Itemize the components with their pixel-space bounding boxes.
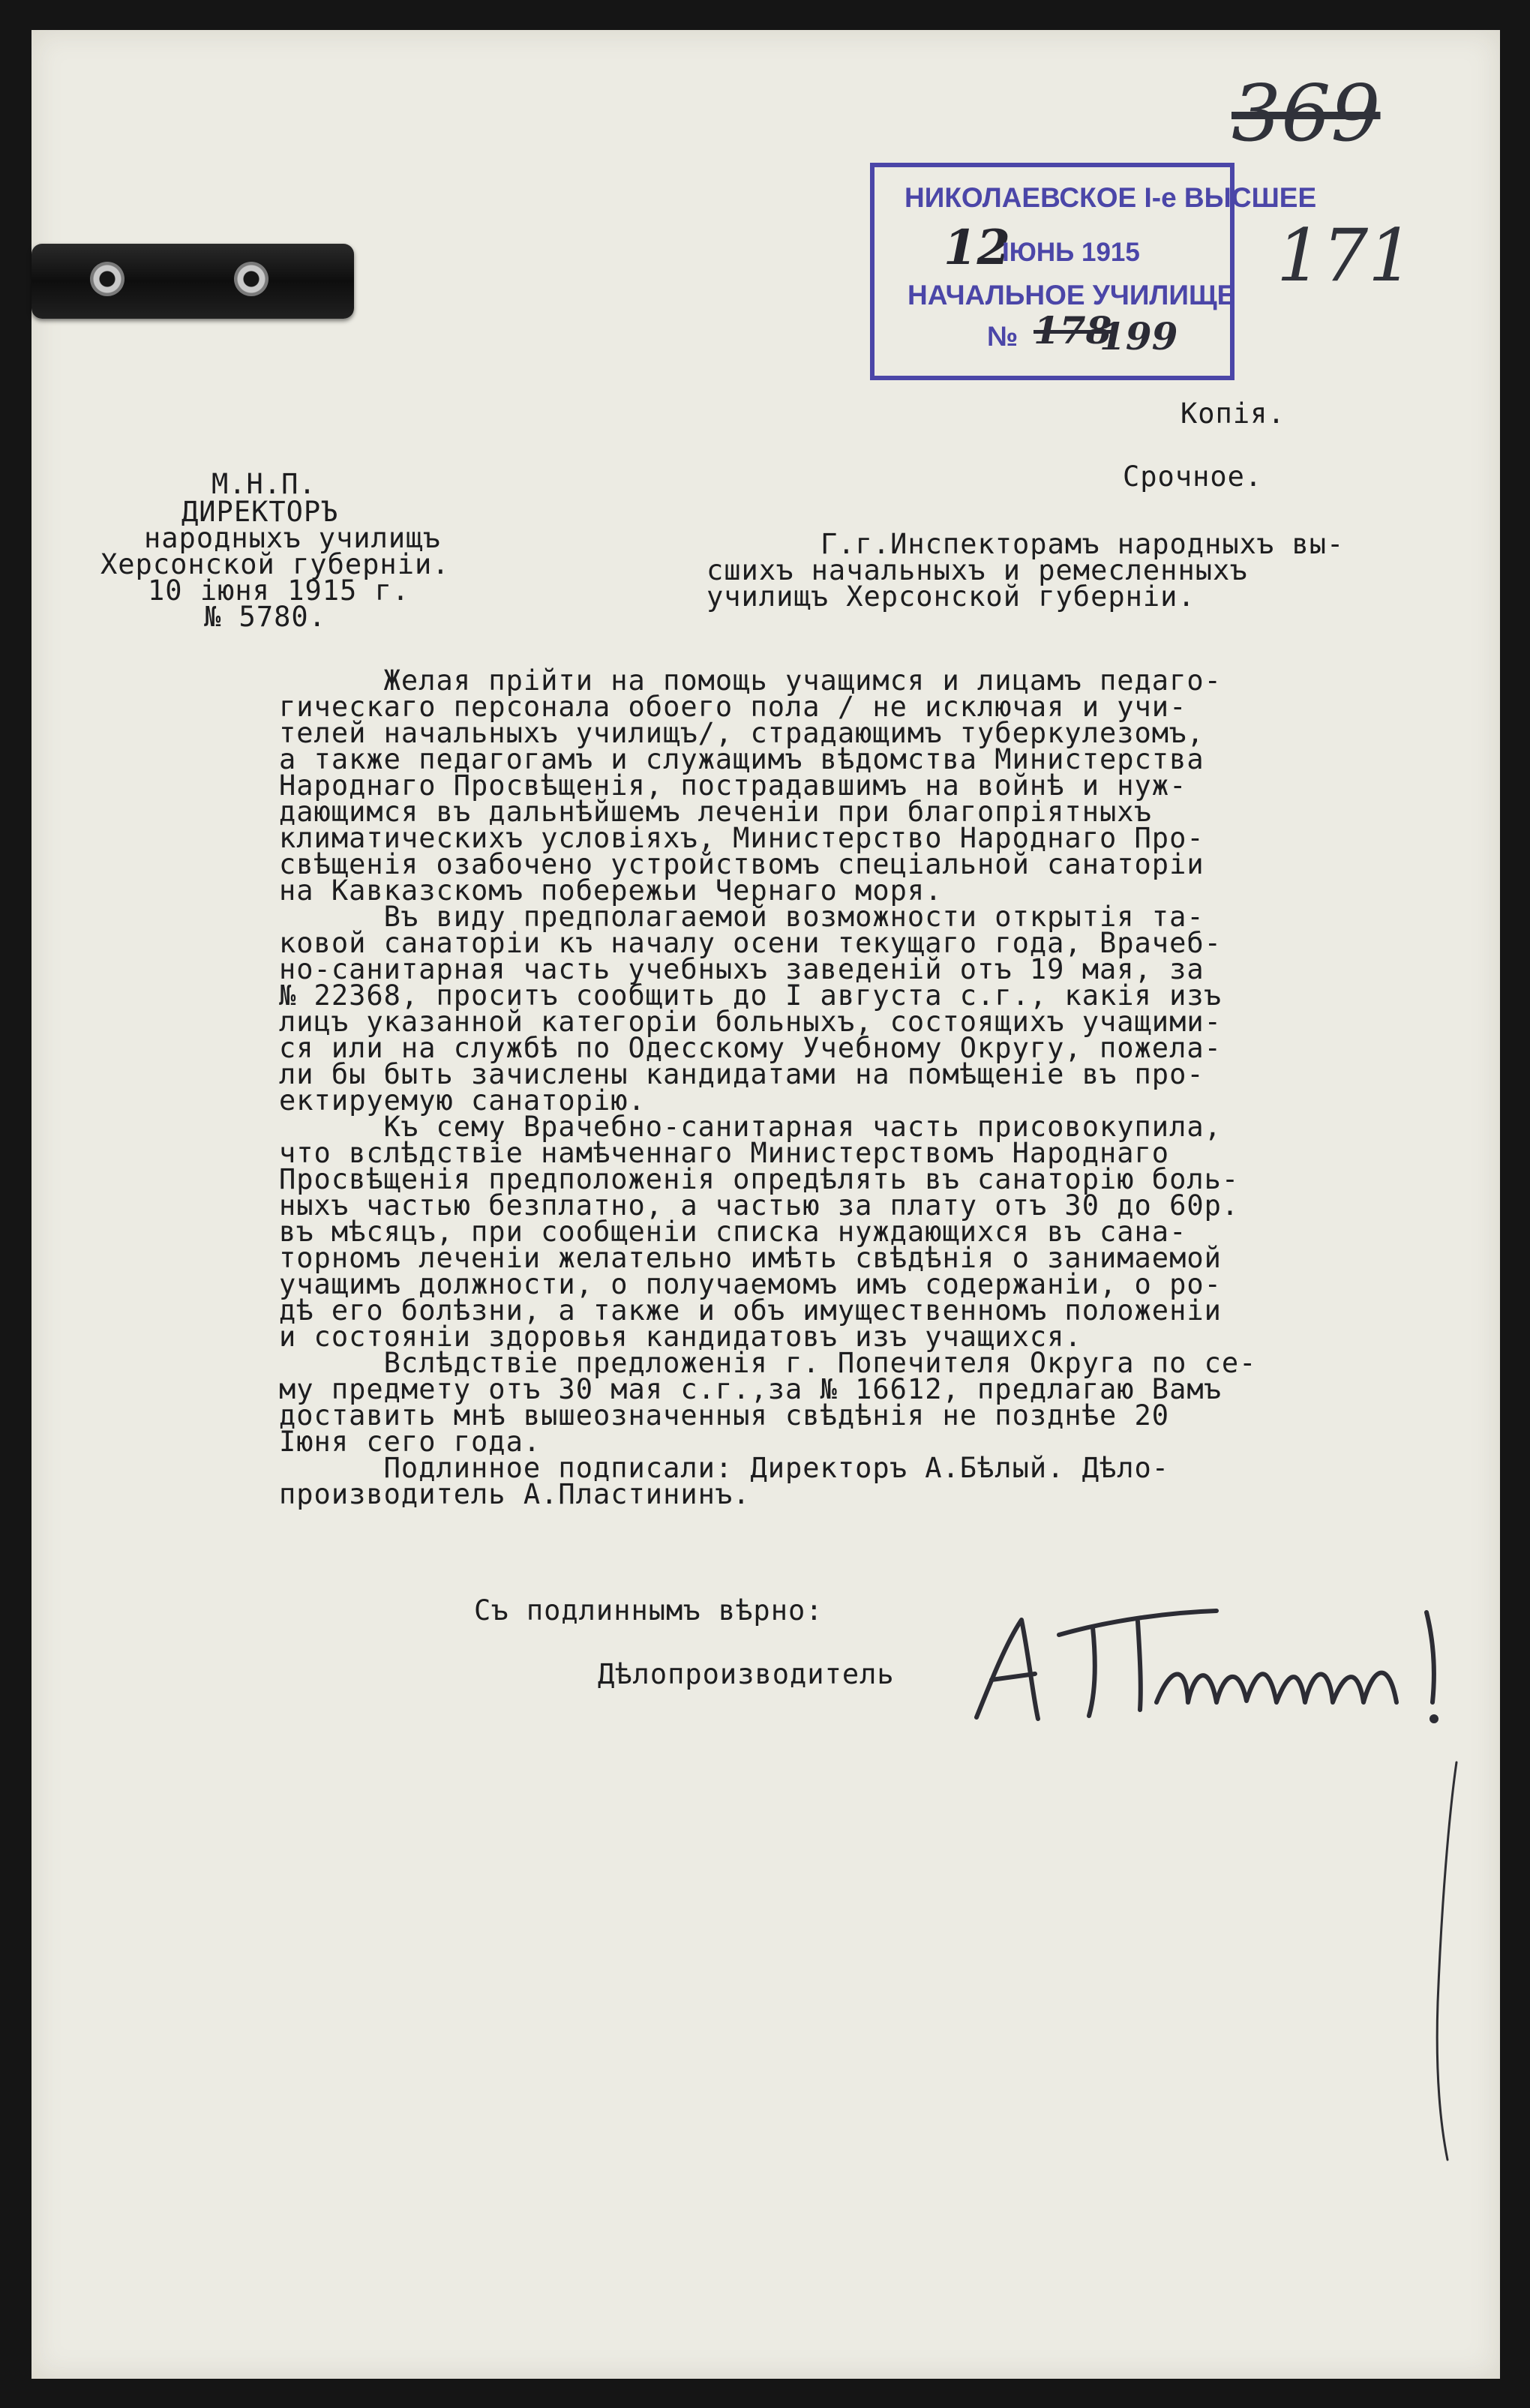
- body-line: учащимъ должности, о получаемомъ имъ содержаніи, о ро-: [279, 1268, 1222, 1300]
- body-line: и состояніи здоровья кандидатовъ изъ учащихся.: [279, 1321, 1082, 1353]
- body-line: климатическихъ условіяхъ, Министерство Народнаго Про-: [279, 822, 1204, 854]
- body-line: Вслѣдствіе предложенія г. Попечителя Округа по се-: [279, 1347, 1257, 1379]
- addressee-line: Г.г.Инспекторамъ народныхъ вы-: [820, 528, 1345, 560]
- copy-mark: Копія.: [1180, 397, 1286, 430]
- body-line: Къ сему Врачебно-санитарная часть присовокупила,: [279, 1111, 1222, 1143]
- margin-pencil-mark: [1426, 1755, 1472, 2175]
- body-line: ли бы быть зачислены кандидатами на помѣщеніе въ про-: [279, 1058, 1204, 1090]
- clerk-title: Дѣлопроизводитель: [598, 1658, 895, 1690]
- stamp-number: 199: [1100, 314, 1178, 358]
- binder-clip: [32, 244, 354, 319]
- certification-line: Съ подлиннымъ вѣрно:: [474, 1594, 824, 1627]
- body-line: Желая прійти на помощь учащимся и лицамъ педаго-: [279, 664, 1222, 697]
- stamp-date: ІЮНЬ 1915: [1002, 238, 1140, 267]
- sender-province: Херсонской губерніи.: [100, 548, 450, 580]
- body-line: гическаго персонала обоего пола / не исключая и учи-: [279, 691, 1187, 723]
- body-line: ковой санаторіи къ началу осени текущаго года, Врачеб-: [279, 927, 1222, 959]
- body-line: что вслѣдствіе намѣченнаго Министерствомъ Народнаго: [279, 1137, 1170, 1169]
- body-line: на Кавказскомъ побережьи Чернаго моря.: [279, 874, 943, 907]
- archive-number-old: 369: [1232, 67, 1381, 159]
- body-line: Подлинное подписали: Директоръ А.Бѣлый. Дѣло-: [279, 1452, 1170, 1484]
- addressee-line: сшихъ начальныхъ и ремесленныхъ: [706, 554, 1248, 586]
- clip-eyelet-left: [90, 262, 124, 296]
- body-line: Въ виду предполагаемой возможности открытія та-: [279, 901, 1204, 933]
- body-line: Іюня сего года.: [279, 1426, 542, 1458]
- body-line: лицъ указанной категоріи больныхъ, состоящихъ учащими-: [279, 1006, 1222, 1038]
- body-line: свѣщенія озабочено устройствомъ спеціальной санаторіи: [279, 848, 1204, 880]
- sender-date: 10 іюня 1915 г.: [148, 574, 410, 607]
- clip-eyelet-right: [234, 262, 268, 296]
- urgent-mark: Срочное.: [1123, 460, 1263, 493]
- body-line: но-санитарная часть учебныхъ заведеній отъ 19 мая, за: [279, 953, 1204, 985]
- stamp-number-prefix: №: [987, 321, 1018, 352]
- body-line: телей начальныхъ училищъ/, страдающимъ туберкулезомъ,: [279, 717, 1204, 749]
- archive-number-new: 171: [1276, 214, 1414, 298]
- addressee-line: училищъ Херсонской губерніи.: [706, 580, 1196, 613]
- stamp-school-type: НАЧАЛЬНОЕ УЧИЛИЩЕ: [908, 280, 1236, 310]
- body-line: № 22368, проситъ сообщить до I августа с.г., какія изъ: [279, 979, 1222, 1012]
- body-line: ектируемую санаторію.: [279, 1084, 646, 1117]
- body-line: ныхъ частью безплатно, а частью за плату отъ 30 до 60р.: [279, 1189, 1240, 1222]
- stamp-school-name: НИКОЛАЕВСКОЕ І-е ВЫСШЕЕ: [904, 182, 1317, 213]
- body-line: производитель А.Пластининъ.: [279, 1478, 751, 1510]
- body-line: Народнаго Просвѣщенія, пострадавшимъ на войнѣ и нуж-: [279, 769, 1187, 802]
- sender-ministry: М.Н.П.: [212, 468, 316, 500]
- body-line: дающимся въ дальнѣйшемъ леченіи при благопріятныхъ: [279, 796, 1152, 828]
- body-line: а также педагогамъ и служащимъ вѣдомства Министерства: [279, 743, 1204, 775]
- sender-reference-number: № 5780.: [204, 601, 326, 633]
- document-page: [32, 30, 1500, 2379]
- body-line: дѣ его болѣзни, а также и объ имущественномъ положеніи: [279, 1294, 1222, 1327]
- body-line: торномъ леченіи желательно имѣть свѣдѣнія о занимаемой: [279, 1242, 1222, 1274]
- sender-title: ДИРЕКТОРЪ: [182, 496, 339, 528]
- body-line: ся или на службѣ по Одесскому Учебному Округу, пожела-: [279, 1032, 1222, 1064]
- clerk-signature: [946, 1590, 1502, 1740]
- body-line: Просвѣщенія предположенія опредѣлять въ санаторію боль-: [279, 1163, 1240, 1195]
- body-line: въ мѣсяцъ, при сообщеніи списка нуждающихся въ сана-: [279, 1216, 1187, 1248]
- body-line: му предмету отъ 30 мая с.г.,за № 16612, предлагаю Вамъ: [279, 1373, 1222, 1405]
- body-line: доставить мнѣ вышеозначенныя свѣдѣнія не позднѣе 20: [279, 1399, 1170, 1432]
- stamp-struck-number: 178: [1034, 308, 1112, 352]
- registration-stamp: [870, 163, 1317, 380]
- stamp-day: 12: [944, 220, 1011, 276]
- sender-department: народныхъ училищъ: [144, 522, 441, 554]
